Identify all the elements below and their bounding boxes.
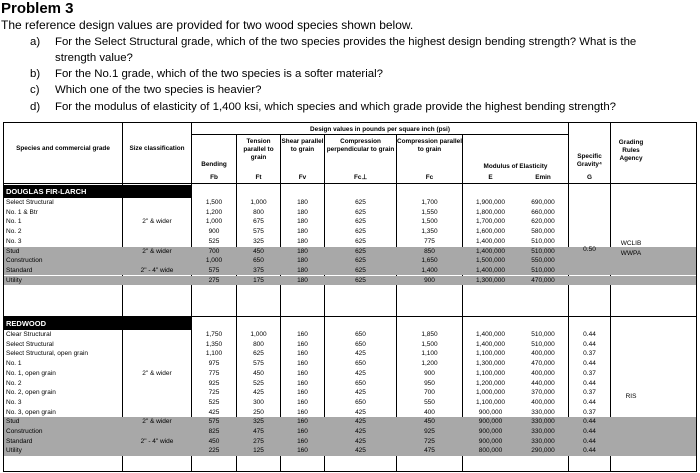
cell-fc: 775 xyxy=(424,237,435,245)
question-b-label: b) xyxy=(30,68,41,80)
cell-fc: 900 xyxy=(424,276,435,284)
cell-fv: 160 xyxy=(297,340,308,348)
cell-emin: 510,000 xyxy=(531,266,555,274)
cell-ft: 675 xyxy=(253,218,264,226)
header-bending: Bending xyxy=(201,161,227,168)
row-divider xyxy=(4,183,696,184)
cell-fcp: 425 xyxy=(355,447,366,455)
cell-fcp: 425 xyxy=(355,369,366,377)
question-d-text: For the modulus of elasticity of 1,400 ksi, which species and which grade provide the highest bending strength? xyxy=(55,101,617,113)
cell-e: 1,400,000 xyxy=(476,237,505,245)
cell-fb: 1,350 xyxy=(205,340,223,348)
cell-fb: 575 xyxy=(208,418,220,426)
cell-fv: 180 xyxy=(297,276,308,284)
redwood-agency: RIS xyxy=(625,393,637,400)
cell-fc: 1,700 xyxy=(421,199,438,206)
cell-fb: 1,750 xyxy=(205,331,223,338)
cell-grade: No. 2 xyxy=(6,379,22,387)
table-row xyxy=(4,349,696,359)
cell-emin: 370,000 xyxy=(531,389,555,397)
table-row xyxy=(4,266,696,276)
cell-emin: 470,000 xyxy=(531,360,555,368)
cell-g: 0.44 xyxy=(583,447,596,455)
cell-fb: 450 xyxy=(208,437,220,445)
cell-e: 1,400,000 xyxy=(476,340,505,348)
cell-grade: No. 1 & Btr xyxy=(6,208,38,216)
table-row xyxy=(4,369,696,379)
cell-ft: 1,000 xyxy=(250,331,267,338)
cell-g: 0.44 xyxy=(583,398,596,406)
cell-e: 1,500,000 xyxy=(476,257,505,265)
cell-fcp: 425 xyxy=(355,408,366,416)
question-d-label: d) xyxy=(30,101,41,113)
cell-e: 900,000 xyxy=(478,418,503,426)
cell-size: 2" & wider xyxy=(142,247,172,255)
cell-grade: Clear Structural xyxy=(6,331,52,338)
cell-emin: 620,000 xyxy=(531,218,555,226)
question-b-text: For the No.1 grade, which of the two species is a softer material? xyxy=(55,68,383,80)
cell-fcp: 625 xyxy=(355,228,366,236)
cell-fc: 450 xyxy=(424,418,435,426)
table-row xyxy=(4,340,696,350)
table-row xyxy=(4,276,696,286)
cell-grade: No. 2, open grain xyxy=(6,389,56,397)
cell-emin: 510,000 xyxy=(531,237,555,245)
cell-ft: 575 xyxy=(253,228,264,236)
cell-g: 0.44 xyxy=(583,428,596,435)
cell-fc: 850 xyxy=(424,247,435,255)
cell-grade: Standard xyxy=(6,437,33,445)
cell-ft: 800 xyxy=(253,208,264,216)
cell-fcp: 625 xyxy=(355,276,366,284)
cell-g: 0.44 xyxy=(583,379,596,387)
cell-emin: 660,000 xyxy=(531,208,555,216)
cell-e: 900,000 xyxy=(478,437,503,445)
cell-grade: Utility xyxy=(6,276,22,284)
cell-e: 1,600,000 xyxy=(476,228,505,236)
cell-e: 1,400,000 xyxy=(476,266,505,274)
cell-fb: 700 xyxy=(208,247,220,255)
question-a-text: For the Select Structural grade, which of the two species provides the highest design bending strength? What is the xyxy=(55,36,637,48)
table-row xyxy=(4,198,696,208)
cell-fb: 425 xyxy=(208,408,220,416)
cell-e: 1,100,000 xyxy=(476,350,505,358)
cell-ft: 275 xyxy=(253,437,264,445)
cell-fcp: 625 xyxy=(355,218,366,226)
cell-e: 1,800,000 xyxy=(476,208,505,216)
header-shear: Shear parallel to grain xyxy=(281,138,324,153)
table-row xyxy=(4,237,696,247)
cell-fcp: 625 xyxy=(355,266,366,274)
cell-g: 0.44 xyxy=(583,418,596,426)
cell-e: 1,000,000 xyxy=(476,389,505,397)
row-divider xyxy=(191,134,568,135)
cell-ft: 450 xyxy=(253,369,264,377)
cell-emin: 330,000 xyxy=(531,428,555,435)
cell-fb: 925 xyxy=(208,379,220,387)
cell-grade: Stud xyxy=(6,247,20,255)
cell-g: 0.37 xyxy=(583,408,596,416)
cell-grade: Stud xyxy=(6,418,20,426)
cell-fc: 1,550 xyxy=(421,208,438,216)
cell-emin: 290,000 xyxy=(531,447,555,455)
cell-emin: 400,000 xyxy=(531,350,555,358)
cell-g: 0.44 xyxy=(583,437,596,445)
cell-fb: 1,200 xyxy=(205,208,223,216)
cell-fv: 160 xyxy=(297,428,308,435)
cell-ft: 300 xyxy=(253,398,264,406)
cell-emin: 400,000 xyxy=(531,369,555,377)
cell-ft: 525 xyxy=(253,379,264,387)
header-specific-gravity: Specific Gravity⁴ xyxy=(576,153,603,168)
cell-grade: No. 3 xyxy=(6,398,22,406)
cell-fv: 180 xyxy=(297,228,308,236)
header-modulus-elasticity: Modulus of Elasticity xyxy=(483,163,548,170)
header-compression-perpendicular: Compression perpendicular to grain xyxy=(326,138,395,153)
table-row xyxy=(4,417,696,427)
header-grading-agency: Grading Rules Agency xyxy=(618,139,644,162)
cell-e: 1,100,000 xyxy=(476,398,505,406)
cell-fv: 160 xyxy=(297,331,308,338)
cell-grade: Utility xyxy=(6,447,22,455)
header-compression-parallel: Compression parallel to grain xyxy=(397,138,462,153)
header-g: G xyxy=(587,174,592,181)
cell-fv: 160 xyxy=(297,350,308,358)
cell-e: 1,300,000 xyxy=(476,276,505,284)
cell-fc: 1,350 xyxy=(421,228,438,236)
cell-fc: 1,650 xyxy=(421,257,438,265)
cell-g: 0.44 xyxy=(583,331,596,338)
cell-size: 2" - 4" wide xyxy=(140,437,174,445)
cell-fb: 275 xyxy=(208,276,220,284)
cell-emin: 330,000 xyxy=(531,418,555,426)
cell-grade: No. 1, open grain xyxy=(6,369,56,377)
cell-fb: 225 xyxy=(208,447,220,455)
table-row xyxy=(4,379,696,389)
cell-grade: Standard xyxy=(6,266,33,274)
cell-fb: 1,100 xyxy=(205,350,223,358)
cell-grade: No. 1 xyxy=(6,360,22,368)
header-species: Species and commercial grade xyxy=(16,145,110,152)
cell-fv: 180 xyxy=(297,266,308,274)
cell-emin: 330,000 xyxy=(531,437,555,445)
cell-ft: 425 xyxy=(253,389,264,397)
cell-fc: 925 xyxy=(424,428,435,435)
cell-ft: 650 xyxy=(253,257,264,265)
table-row xyxy=(4,446,696,456)
cell-fc: 1,500 xyxy=(421,340,438,348)
table-row xyxy=(4,437,696,447)
cell-fv: 160 xyxy=(297,369,308,377)
cell-ft: 575 xyxy=(253,360,264,368)
cell-emin: 400,000 xyxy=(531,398,555,406)
header-compression-parallel-symbol: Fc xyxy=(425,174,434,181)
cell-fb: 900 xyxy=(208,228,220,236)
cell-size: 2" & wider xyxy=(142,369,172,377)
header-tension: Tension parallel to grain xyxy=(243,138,274,161)
cell-ft: 625 xyxy=(253,350,264,358)
intro-text: The reference design values are provided for two wood species shown below. xyxy=(1,18,414,32)
cell-fb: 1,500 xyxy=(205,199,223,206)
cell-fcp: 425 xyxy=(355,437,366,445)
cell-ft: 375 xyxy=(253,266,264,274)
cell-e: 1,700,000 xyxy=(476,218,505,226)
cell-size: 2" - 4" wide xyxy=(140,266,174,274)
cell-fv: 160 xyxy=(297,389,308,397)
cell-grade: No. 3 xyxy=(6,237,22,245)
cell-g: 0.37 xyxy=(583,350,596,358)
cell-ft: 125 xyxy=(253,447,264,455)
cell-grade: Construction xyxy=(6,428,43,435)
cell-fb: 575 xyxy=(208,266,220,274)
cell-fcp: 625 xyxy=(355,208,366,216)
cell-fv: 160 xyxy=(297,418,308,426)
cell-fcp: 425 xyxy=(355,418,366,426)
header-bending-symbol: Fb xyxy=(210,174,218,181)
table-row xyxy=(4,388,696,398)
cell-fcp: 650 xyxy=(355,340,366,348)
cell-fcp: 425 xyxy=(355,350,366,358)
cell-e: 1,900,000 xyxy=(476,199,505,206)
cell-fcp: 625 xyxy=(355,247,366,255)
cell-emin: 550,000 xyxy=(531,257,555,265)
cell-fc: 400 xyxy=(424,408,435,416)
cell-fv: 180 xyxy=(297,237,308,245)
cell-fv: 180 xyxy=(297,218,308,226)
cell-fcp: 425 xyxy=(355,428,366,435)
cell-ft: 250 xyxy=(253,408,264,416)
cell-g: 0.37 xyxy=(583,369,596,377)
cell-fv: 180 xyxy=(297,208,308,216)
cell-e: 800,000 xyxy=(478,447,503,455)
cell-ft: 325 xyxy=(253,237,264,245)
cell-fb: 1,000 xyxy=(205,257,223,265)
cell-fc: 1,500 xyxy=(421,218,438,226)
cell-fv: 180 xyxy=(297,257,308,265)
cell-emin: 330,000 xyxy=(531,408,555,416)
cell-fv: 160 xyxy=(297,447,308,455)
cell-fcp: 650 xyxy=(355,379,366,387)
cell-fv: 160 xyxy=(297,437,308,445)
cell-fb: 825 xyxy=(208,428,220,435)
table-row xyxy=(4,427,696,437)
cell-grade: Construction xyxy=(6,257,43,265)
cell-fcp: 650 xyxy=(355,398,366,406)
cell-fcp: 425 xyxy=(355,389,366,397)
cell-fcp: 625 xyxy=(355,199,366,206)
cell-emin: 510,000 xyxy=(531,340,555,348)
cell-emin: 580,000 xyxy=(531,228,555,236)
cell-emin: 470,000 xyxy=(531,276,555,284)
question-c-label: c) xyxy=(30,84,40,96)
header-design-values: Design values in pounds per square inch (psi) xyxy=(310,126,450,133)
cell-e: 900,000 xyxy=(478,428,503,435)
cell-grade: Select Structural xyxy=(6,340,54,348)
cell-fc: 1,850 xyxy=(421,331,438,338)
cell-e: 1,400,000 xyxy=(476,247,505,255)
cell-e: 1,200,000 xyxy=(476,379,505,387)
cell-g: 0.44 xyxy=(583,340,596,348)
cell-grade: No. 1 xyxy=(6,218,22,226)
question-a-label: a) xyxy=(30,36,41,48)
cell-ft: 325 xyxy=(253,418,264,426)
cell-fc: 700 xyxy=(424,389,435,397)
table-row xyxy=(4,330,696,340)
cell-ft: 450 xyxy=(253,247,264,255)
cell-ft: 175 xyxy=(253,276,264,284)
cell-fc: 900 xyxy=(424,369,435,377)
table-row xyxy=(4,408,696,418)
cell-size: 2" & wider xyxy=(142,218,172,226)
table-row xyxy=(4,227,696,237)
table-row xyxy=(4,398,696,408)
cell-grade: No. 3, open grain xyxy=(6,408,56,416)
cell-fb: 525 xyxy=(208,398,220,406)
table-row xyxy=(4,208,696,218)
problem-title: Problem 3 xyxy=(1,0,74,17)
douglas-agency-2: WWPA xyxy=(620,250,642,257)
cell-fb: 1,000 xyxy=(205,218,223,226)
cell-emin: 510,000 xyxy=(531,247,555,255)
cell-fv: 160 xyxy=(297,360,308,368)
cell-fc: 725 xyxy=(424,437,435,445)
header-tension-symbol: Ft xyxy=(255,174,262,181)
cell-e: 1,300,000 xyxy=(476,360,505,368)
section-header-redwood: REDWOOD xyxy=(4,317,191,330)
cell-fc: 1,200 xyxy=(421,360,438,368)
cell-fc: 475 xyxy=(424,447,435,455)
douglas-agency-1: WCLIB xyxy=(620,240,642,247)
header-shear-symbol: Fv xyxy=(298,174,307,181)
question-c-text: Which one of the two species is heavier? xyxy=(55,84,262,96)
cell-ft: 1,000 xyxy=(250,199,267,206)
cell-fv: 180 xyxy=(297,199,308,206)
douglas-specific-gravity: 0.50 xyxy=(583,246,596,253)
cell-emin: 510,000 xyxy=(531,331,555,338)
cell-ft: 800 xyxy=(253,340,264,348)
cell-e: 1,100,000 xyxy=(476,369,505,377)
cell-grade: Select Structural, open grain xyxy=(6,350,89,358)
cell-emin: 440,000 xyxy=(531,379,555,387)
cell-fcp: 625 xyxy=(355,237,366,245)
question-a-continuation: strength value? xyxy=(55,52,133,64)
cell-emin: 690,000 xyxy=(531,199,555,206)
cell-size: 2" & wider xyxy=(142,418,172,426)
cell-fcp: 650 xyxy=(355,360,366,368)
cell-fcp: 650 xyxy=(355,331,366,338)
cell-fb: 975 xyxy=(208,360,220,368)
header-size: Size classification xyxy=(129,145,185,152)
cell-fcp: 625 xyxy=(355,257,366,265)
cell-e: 1,400,000 xyxy=(476,331,505,338)
cell-fc: 950 xyxy=(424,379,435,387)
cell-fb: 525 xyxy=(208,237,220,245)
cell-fb: 725 xyxy=(208,389,220,397)
design-values-table xyxy=(3,122,697,472)
cell-fv: 160 xyxy=(297,408,308,416)
cell-fb: 775 xyxy=(208,369,220,377)
cell-fv: 160 xyxy=(297,379,308,387)
header-emin: Emin xyxy=(535,174,551,181)
table-row xyxy=(4,217,696,227)
cell-ft: 475 xyxy=(253,428,264,435)
cell-fv: 180 xyxy=(297,247,308,255)
cell-grade: Select Structural xyxy=(6,199,54,206)
cell-g: 0.37 xyxy=(583,389,596,397)
table-row xyxy=(4,359,696,369)
section-header-douglas-fir-larch: DOUGLAS FIR-LARCH xyxy=(4,185,191,198)
cell-fc: 1,400 xyxy=(421,266,438,274)
cell-e: 900,000 xyxy=(478,408,503,416)
cell-fc: 1,100 xyxy=(421,350,438,358)
header-compression-perpendicular-symbol: Fc⊥ xyxy=(353,174,368,181)
cell-g: 0.44 xyxy=(583,360,596,368)
cell-fc: 550 xyxy=(424,398,435,406)
cell-fv: 160 xyxy=(297,398,308,406)
header-e: E xyxy=(488,174,493,181)
cell-grade: No. 2 xyxy=(6,228,22,236)
table-row xyxy=(4,256,696,266)
